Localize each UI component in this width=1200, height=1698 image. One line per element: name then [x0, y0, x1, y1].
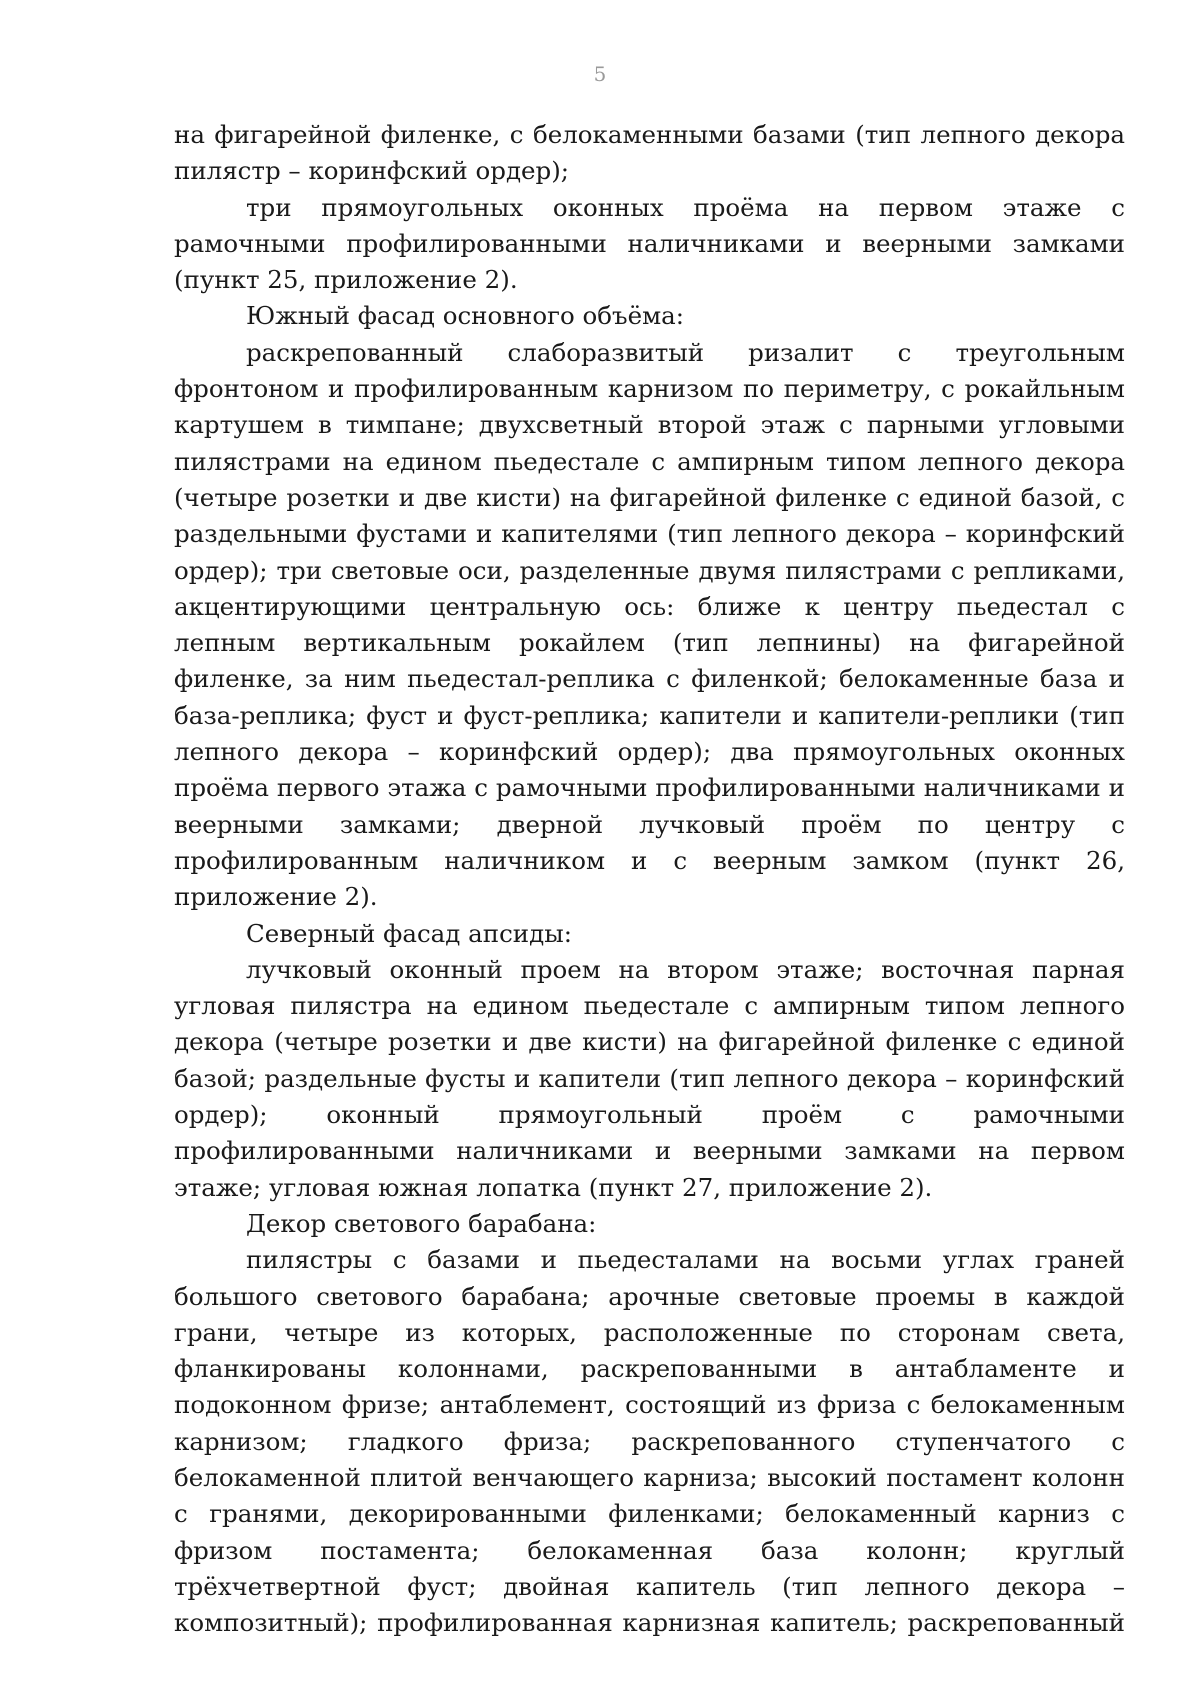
- section-heading-south-facade: Южный фасад основного объёма:: [246, 301, 685, 331]
- page-number: 5: [593, 62, 607, 86]
- section-heading-north-apse: Северный фасад апсиды:: [246, 918, 572, 948]
- paragraph-drum-decor: пилястры с базами и пьедесталами на восьми углах граней большого светового барабана; арочные световые проемы в каждой грани, четыре из которых, расположенные по сторонам света, фланкированы колоннами, раскрепованными в антабламенте и подоконном фризе; антаблемент, состоящий из фриза с белокаменным карнизом; гладкого фриза; раскрепованного ступенчатого с белокаменной плитой венчающего карниза; высокий постамент колонн с гранями, декорированными филенками; белокаменный карниз с фризом постамента; белокаменная база колонн; круглый трёхчетвертной фуст; двойная капитель (тип лепного декора – композитный); профилированная карнизная капитель; раскрепованный: [174, 1245, 1125, 1638]
- paragraph-north-apse: лучковый оконный проем на втором этаже; восточная парная угловая пилястра на едином пьедестале с ампирным типом лепного декора (четыре розетки и две кисти) на фигарейной филенке с единой базой; раздельные фусты и капители (тип лепного декора – коринфский ордер); оконный прямоугольный проём с рамочными профилированными наличниками и веерными замками на первом этаже; угловая южная лопатка (пункт 27, приложение 2).: [174, 954, 1125, 1202]
- paragraph-windows-east: три прямоугольных оконных проёма на первом этаже с рамочными профилированными наличниками и веерными замками (пункт 25, приложение 2).: [174, 192, 1125, 295]
- section-heading-drum-decor: Декор светового барабана:: [246, 1208, 597, 1238]
- paragraph-south-facade: раскрепованный слаборазвитый ризалит с треугольным фронтоном и профилированным карнизом по периметру, с рокайльным картушем в тимпане; двухсветный второй этаж с парными угловыми пилястрами на едином пьедестале с ампирным типом лепного декора (четыре розетки и две кисти) на фигарейной филенке с единой базой, с раздельными фустами и капителями (тип лепного декора – коринфский ордер); три световые оси, разделенные двумя пилястрами с репликами, акцентирующими центральную ось: ближе к центру пьедестал с лепным вертикальным рокайлем (тип лепнины) на фигарейной филенке, за ним пьедестал-реплика с филенкой; белокаменные база и база-реплика; фуст и фуст-реплика; капители и капители-реплики (тип лепного декора – коринфский ордер); два прямоугольных оконных проёма первого этажа с рамочными профилированными наличниками и веерными замками; дверной лучковый проём по центру с профилированным наличником и с веерным замком (пункт 26, приложение 2).: [174, 337, 1125, 912]
- document-body: [174, 117, 1125, 1641]
- paragraph-continuation: на фигарейной филенке, с белокаменными базами (тип лепного декора пилястр – коринфский ордер);: [174, 120, 1125, 186]
